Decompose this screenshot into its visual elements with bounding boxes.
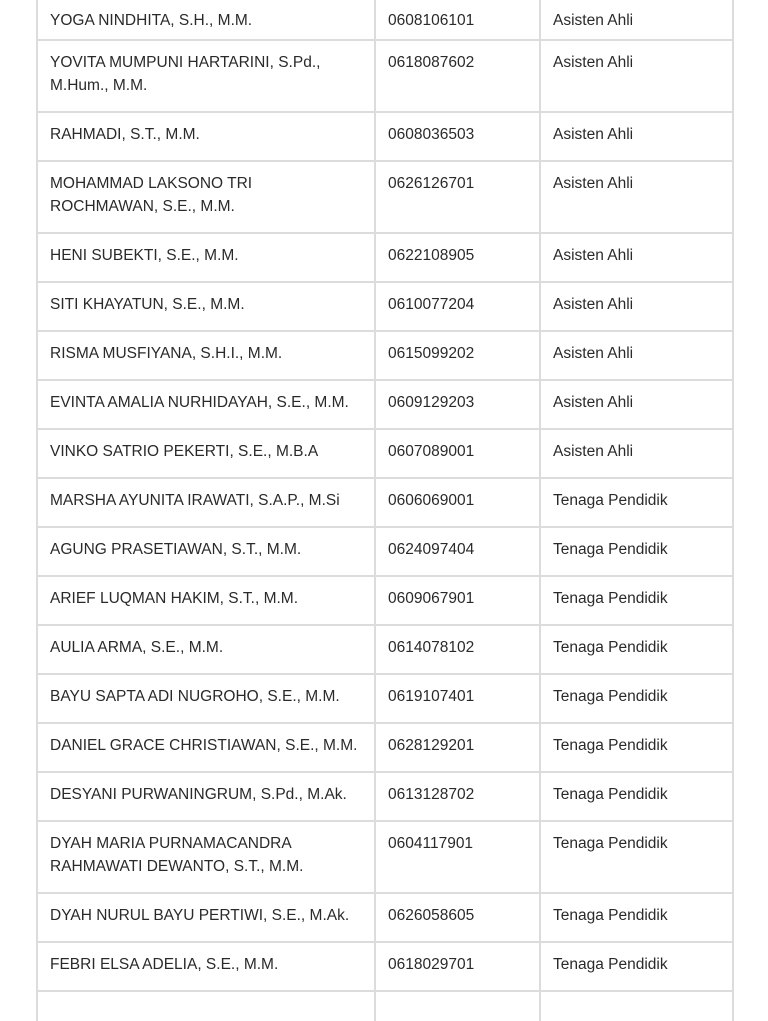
name-cell: DANIEL GRACE CHRISTIAWAN, S.E., M.M. — [37, 723, 375, 772]
nidn-cell: 0606069001 — [375, 478, 540, 527]
empty-cell — [37, 991, 375, 1021]
role-cell: Tenaga Pendidik — [540, 527, 733, 576]
nidn-cell: 0608106101 — [375, 0, 540, 40]
role-cell: Tenaga Pendidik — [540, 576, 733, 625]
name-cell: DESYANI PURWANINGRUM, S.Pd., M.Ak. — [37, 772, 375, 821]
table-row — [37, 282, 733, 331]
name-cell: RISMA MUSFIYANA, S.H.I., M.M. — [37, 331, 375, 380]
name-cell: MOHAMMAD LAKSONO TRI ROCHMAWAN, S.E., M.M. — [37, 161, 375, 233]
role-cell: Tenaga Pendidik — [540, 821, 733, 893]
table-row — [37, 40, 733, 112]
table-row — [37, 723, 733, 772]
nidn-cell: 0608036503 — [375, 112, 540, 161]
role-cell: Tenaga Pendidik — [540, 772, 733, 821]
name-cell: EVINTA AMALIA NURHIDAYAH, S.E., M.M. — [37, 380, 375, 429]
table-row — [37, 527, 733, 576]
name-cell: ARIEF LUQMAN HAKIM, S.T., M.M. — [37, 576, 375, 625]
table-row — [37, 478, 733, 527]
table-row — [37, 821, 733, 893]
table-row — [37, 576, 733, 625]
name-cell: FEBRI ELSA ADELIA, S.E., M.M. — [37, 942, 375, 991]
staff-table — [36, 0, 734, 1021]
empty-cell — [540, 991, 733, 1021]
name-cell: SITI KHAYATUN, S.E., M.M. — [37, 282, 375, 331]
role-cell: Asisten Ahli — [540, 161, 733, 233]
role-cell: Asisten Ahli — [540, 282, 733, 331]
nidn-cell: 0622108905 — [375, 233, 540, 282]
nidn-cell: 0618029701 — [375, 942, 540, 991]
table-row — [37, 772, 733, 821]
role-cell: Tenaga Pendidik — [540, 723, 733, 772]
name-cell: AULIA ARMA, S.E., M.M. — [37, 625, 375, 674]
name-cell: BAYU SAPTA ADI NUGROHO, S.E., M.M. — [37, 674, 375, 723]
table-row — [37, 233, 733, 282]
nidn-cell: 0609129203 — [375, 380, 540, 429]
role-cell: Tenaga Pendidik — [540, 625, 733, 674]
nidn-cell: 0604117901 — [375, 821, 540, 893]
name-cell: VINKO SATRIO PEKERTI, S.E., M.B.A — [37, 429, 375, 478]
role-cell: Tenaga Pendidik — [540, 942, 733, 991]
role-cell: Asisten Ahli — [540, 331, 733, 380]
role-cell: Asisten Ahli — [540, 0, 733, 40]
name-cell: YOVITA MUMPUNI HARTARINI, S.Pd., M.Hum., M.M. — [37, 40, 375, 112]
nidn-cell: 0609067901 — [375, 576, 540, 625]
table-row — [37, 893, 733, 942]
table-row — [37, 331, 733, 380]
table-row — [37, 429, 733, 478]
name-cell: RAHMADI, S.T., M.M. — [37, 112, 375, 161]
nidn-cell: 0626058605 — [375, 893, 540, 942]
nidn-cell: 0610077204 — [375, 282, 540, 331]
nidn-cell: 0619107401 — [375, 674, 540, 723]
name-cell: YOGA NINDHITA, S.H., M.M. — [37, 0, 375, 40]
empty-cell — [375, 991, 540, 1021]
nidn-cell: 0615099202 — [375, 331, 540, 380]
table-row — [37, 625, 733, 674]
name-cell: AGUNG PRASETIAWAN, S.T., M.M. — [37, 527, 375, 576]
name-cell: DYAH NURUL BAYU PERTIWI, S.E., M.Ak. — [37, 893, 375, 942]
role-cell: Asisten Ahli — [540, 40, 733, 112]
table-row — [37, 674, 733, 723]
name-cell: MARSHA AYUNITA IRAWATI, S.A.P., M.Si — [37, 478, 375, 527]
nidn-cell: 0613128702 — [375, 772, 540, 821]
table-row — [37, 0, 733, 40]
nidn-cell: 0618087602 — [375, 40, 540, 112]
staff-table-container — [36, 0, 732, 1021]
nidn-cell: 0614078102 — [375, 625, 540, 674]
role-cell: Asisten Ahli — [540, 112, 733, 161]
role-cell: Tenaga Pendidik — [540, 893, 733, 942]
nidn-cell: 0607089001 — [375, 429, 540, 478]
name-cell: HENI SUBEKTI, S.E., M.M. — [37, 233, 375, 282]
name-cell: DYAH MARIA PURNAMACANDRA RAHMAWATI DEWANTO, S.T., M.M. — [37, 821, 375, 893]
table-row — [37, 942, 733, 991]
table-row — [37, 112, 733, 161]
role-cell: Asisten Ahli — [540, 429, 733, 478]
nidn-cell: 0624097404 — [375, 527, 540, 576]
table-row — [37, 380, 733, 429]
role-cell: Asisten Ahli — [540, 233, 733, 282]
role-cell: Asisten Ahli — [540, 380, 733, 429]
nidn-cell: 0626126701 — [375, 161, 540, 233]
table-row-partial — [37, 991, 733, 1021]
role-cell: Tenaga Pendidik — [540, 478, 733, 527]
nidn-cell: 0628129201 — [375, 723, 540, 772]
table-row — [37, 161, 733, 233]
role-cell: Tenaga Pendidik — [540, 674, 733, 723]
